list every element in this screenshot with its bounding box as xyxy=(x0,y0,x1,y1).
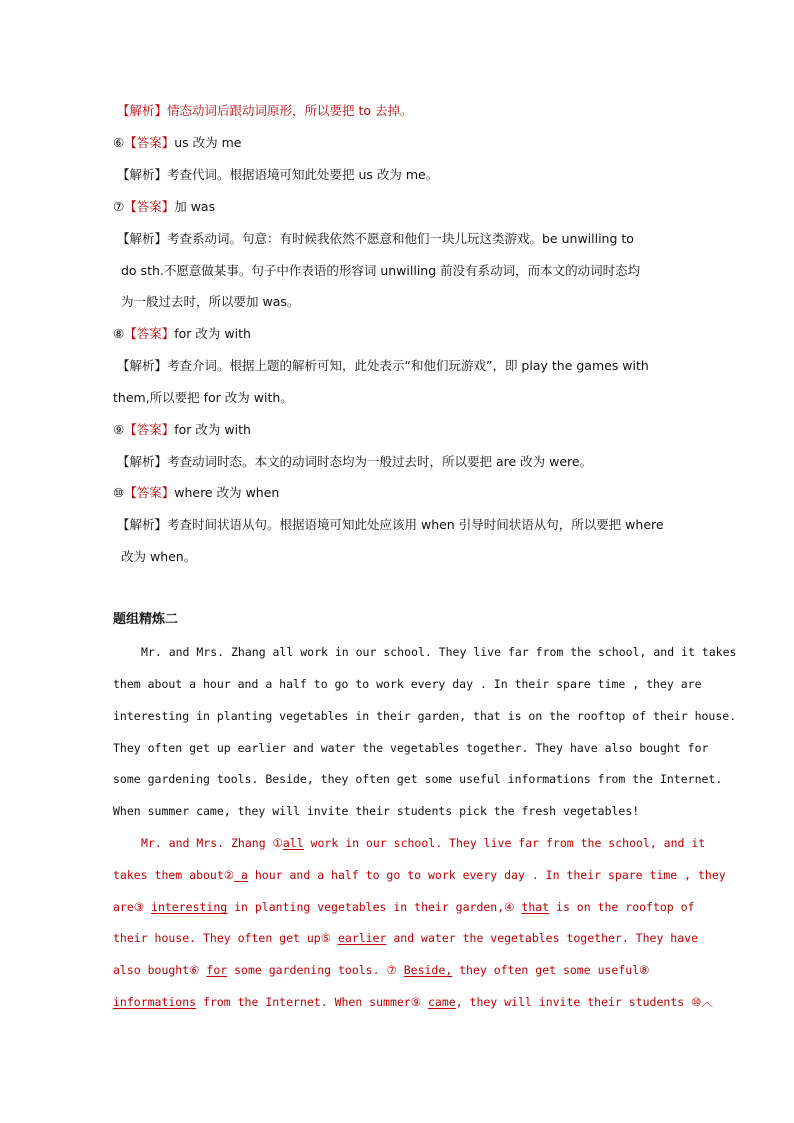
marked-line-3 xyxy=(113,899,695,915)
error-word: that xyxy=(521,900,550,914)
analysis-10-line2 xyxy=(121,549,196,565)
answer-text: where 改为 when xyxy=(174,485,280,500)
passage-line-3: interesting in planting vegetables in their garden, that is on the rooftop of their house. xyxy=(113,709,737,723)
analysis-10-line1 xyxy=(117,517,664,533)
answer-tag: 【答案】 xyxy=(124,485,175,500)
error-number: ④ xyxy=(504,900,515,914)
marked-text: some gardening tools. xyxy=(227,963,380,977)
answer-10 xyxy=(113,485,279,501)
error-number: ③ xyxy=(133,900,145,914)
error-number: ② xyxy=(223,868,235,882)
error-number: ⑨ xyxy=(410,995,422,1009)
analysis-line-to xyxy=(117,103,413,119)
answer-tag: 【答案】 xyxy=(124,422,175,437)
marked-text: work in our school. They live far from the school, and it xyxy=(303,836,706,850)
analysis-7-line3 xyxy=(121,294,299,310)
item-number: ⑩ xyxy=(113,485,125,500)
answer-text: 加 was xyxy=(174,199,216,214)
marked-line-4 xyxy=(113,930,698,946)
passage-line-2: them about a hour and a half to go to work every day . In their spare time , they are xyxy=(113,677,702,691)
answer-text: for 改为 with xyxy=(174,326,251,341)
answer-tag: 【答案】 xyxy=(124,326,175,341)
analysis-7-line1 xyxy=(117,231,634,247)
error-number: ⑦ xyxy=(386,963,397,977)
analysis-text: 【解析】考查系动词。句意：有时候我依然不愿意和他们一块儿玩这类游戏。be unwilling to xyxy=(117,231,634,246)
marked-text: their house. They often get up xyxy=(113,931,321,945)
analysis-text: 【解析】情态动词后跟动词原形，所以要把 to 去掉。 xyxy=(117,103,413,118)
error-word: Beside, xyxy=(403,963,453,977)
analysis-text: 【解析】考查介词。根据上题的解析可知，此处表示“和他们玩游戏”，即 play the games with xyxy=(117,358,649,373)
marked-text: they often get some useful xyxy=(452,963,640,977)
analysis-text: them,所以要把 for 改为 with。 xyxy=(113,390,293,405)
marked-text: and water the vegetables together. They have xyxy=(386,931,698,945)
answer-8 xyxy=(113,326,251,342)
analysis-text: do sth.不愿意做某事。句子中作表语的形容词 unwilling 前没有系动词，而本文的动词时态均 xyxy=(121,263,641,278)
error-word: earlier xyxy=(337,931,387,945)
analysis-6 xyxy=(117,167,438,183)
analysis-text: 【解析】考查时间状语从句。根据语境可知此处应该用 when 引导时间状语从句，所以要把 where xyxy=(117,517,664,532)
marked-line-2 xyxy=(113,867,726,883)
marked-text: takes them about xyxy=(113,868,224,882)
answer-7 xyxy=(113,199,215,215)
analysis-text: 【解析】考查代词。根据语境可知此处要把 us 改为 me。 xyxy=(117,167,439,182)
marked-line-5 xyxy=(113,962,649,978)
passage-line-4: They often get up earlier and water the vegetables together. They have also bought for xyxy=(113,741,709,755)
marked-text: is on the rooftop of xyxy=(549,900,695,914)
analysis-text: 为一般过去时，所以要加 was。 xyxy=(121,294,300,309)
marked-text: are xyxy=(113,900,134,914)
analysis-text: 【解析】考查动词时态。本文的动词时态均为一般过去时，所以要把 are 改为 were。 xyxy=(117,454,593,469)
error-word: came xyxy=(427,995,456,1009)
analysis-8-line2 xyxy=(113,390,293,406)
error-number: ⑤ xyxy=(320,931,332,945)
passage-line-5: some gardening tools. Beside, they often get some useful informations from the Internet. xyxy=(113,772,723,786)
insert-mark: ︿ xyxy=(701,995,713,1009)
analysis-8-line1 xyxy=(117,358,649,374)
marked-text: hour and a half to go to work every day . In their spare time , they xyxy=(247,868,726,882)
marked-line-6 xyxy=(113,994,713,1010)
item-number: ⑨ xyxy=(113,422,125,437)
answer-text: for 改为 with xyxy=(174,422,251,437)
answer-tag: 【答案】 xyxy=(124,135,175,150)
marked-line-1 xyxy=(141,835,705,851)
item-number: ⑦ xyxy=(113,199,125,214)
answer-text: us 改为 me xyxy=(174,135,242,150)
passage-line-6: When summer came, they will invite their students pick the fresh vegetables! xyxy=(113,804,640,818)
item-number: ⑥ xyxy=(113,135,125,150)
error-word: for xyxy=(206,963,228,977)
error-number: ⑥ xyxy=(189,963,200,977)
answer-tag: 【答案】 xyxy=(124,199,175,214)
error-number: ① xyxy=(272,836,283,850)
error-number: ⑧ xyxy=(639,963,650,977)
section-title: 题组精炼二 xyxy=(113,612,179,627)
analysis-text: 改为 when。 xyxy=(121,549,197,564)
marked-text: from the Internet. When summer xyxy=(196,995,411,1009)
passage-line-1: Mr. and Mrs. Zhang all work in our school. They live far from the school, and it takes xyxy=(141,645,737,659)
marked-text: in planting vegetables in their garden, xyxy=(227,900,505,914)
error-number: ⑩ xyxy=(691,995,702,1009)
analysis-9 xyxy=(117,454,592,470)
error-word: all xyxy=(282,836,304,850)
analysis-7-line2 xyxy=(121,263,640,279)
error-word: a xyxy=(234,868,248,882)
marked-text: also bought xyxy=(113,963,190,977)
error-word: interesting xyxy=(151,900,228,914)
item-number: ⑧ xyxy=(113,326,125,341)
error-word: informations xyxy=(113,995,197,1009)
answer-6 xyxy=(113,135,241,151)
marked-text: , they will invite their students xyxy=(455,995,692,1009)
answer-9 xyxy=(113,422,251,438)
marked-text: Mr. and Mrs. Zhang xyxy=(141,836,273,850)
